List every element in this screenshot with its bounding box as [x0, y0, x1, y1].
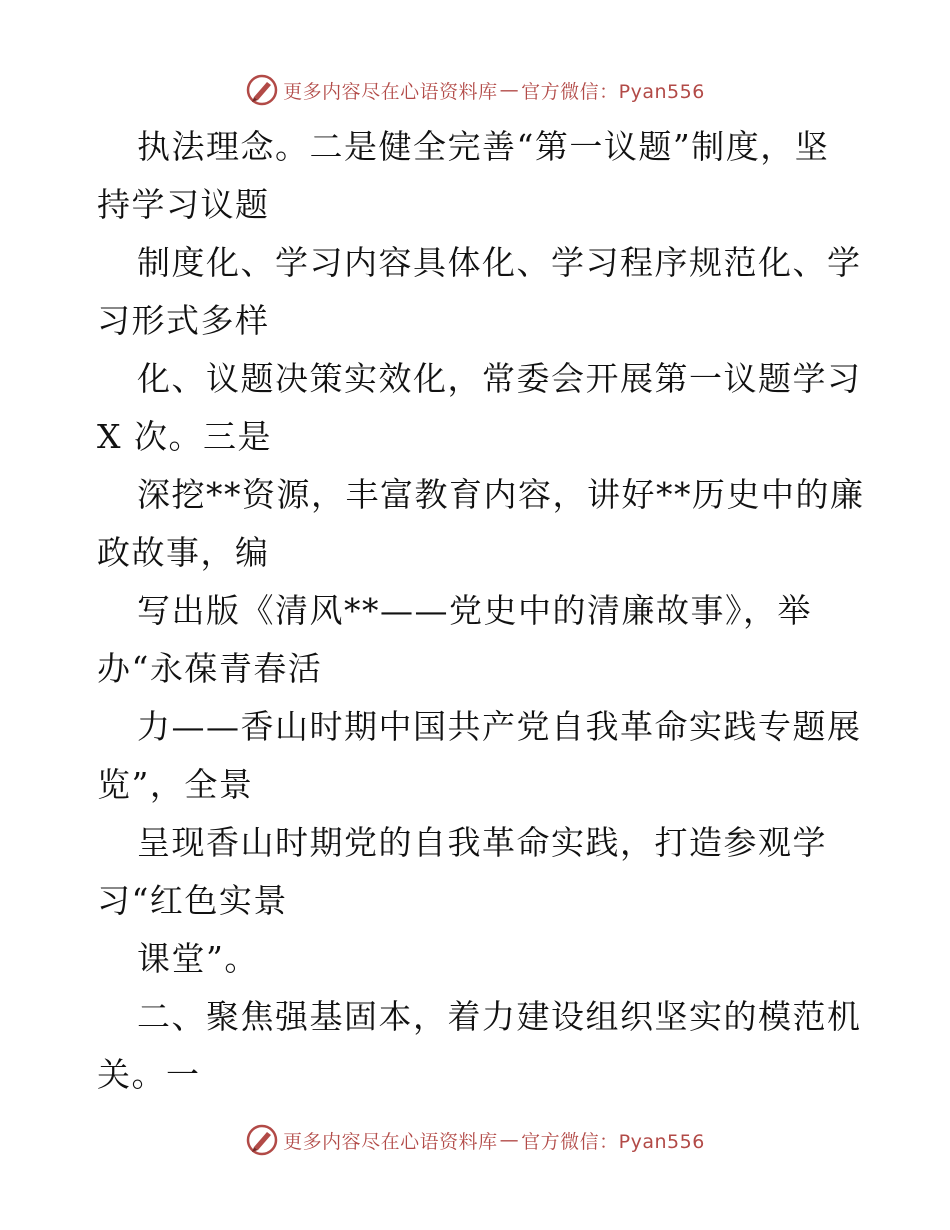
watermark-contact: 官方微信：Pyan556: [521, 1130, 705, 1153]
text-line: 关。一: [97, 1055, 201, 1094]
text-line: 写出版《清风**——党史中的清廉故事》，举: [137, 591, 812, 630]
pen-logo-icon: [245, 73, 279, 107]
footer-watermark: [0, 1122, 950, 1158]
watermark-separator: —: [499, 1129, 520, 1151]
text-line: 二、聚焦强基固本，着力建设组织坚实的模范机: [137, 997, 862, 1036]
text-line: 力——香山时期中国共产党自我革命实践专题展: [137, 707, 862, 746]
pen-logo-icon: [245, 1123, 279, 1157]
header-watermark: [0, 72, 950, 108]
document-body: [97, 118, 867, 1104]
text-line: 课堂”。: [137, 939, 259, 978]
text-line: 习“红色实景: [97, 881, 288, 920]
text-line: 持学习议题: [97, 185, 270, 224]
text-line: 制度化、学习内容具体化、学习程序规范化、学: [137, 243, 862, 282]
text-line: 习形式多样: [97, 301, 270, 340]
text-line: X 次。三是: [97, 417, 272, 456]
text-line: 执法理念。二是健全完善“第一议题”制度，坚: [137, 127, 830, 166]
text-line: 办“永葆青春活: [97, 649, 323, 688]
text-line: 深挖**资源，丰富教育内容，讲好**历史中的廉: [137, 475, 865, 514]
watermark-separator: —: [499, 79, 520, 101]
watermark-text: 更多内容尽在心语资料库: [283, 1130, 498, 1153]
text-line: 呈现香山时期党的自我革命实践，打造参观学: [137, 823, 827, 862]
text-line: 览”，全景: [97, 765, 254, 804]
text-line: 化、议题决策实效化，常委会开展第一议题学习: [137, 359, 862, 398]
text-line: 政故事，编: [97, 533, 270, 572]
watermark-contact: 官方微信：Pyan556: [521, 80, 705, 103]
watermark-text: 更多内容尽在心语资料库: [283, 80, 498, 103]
